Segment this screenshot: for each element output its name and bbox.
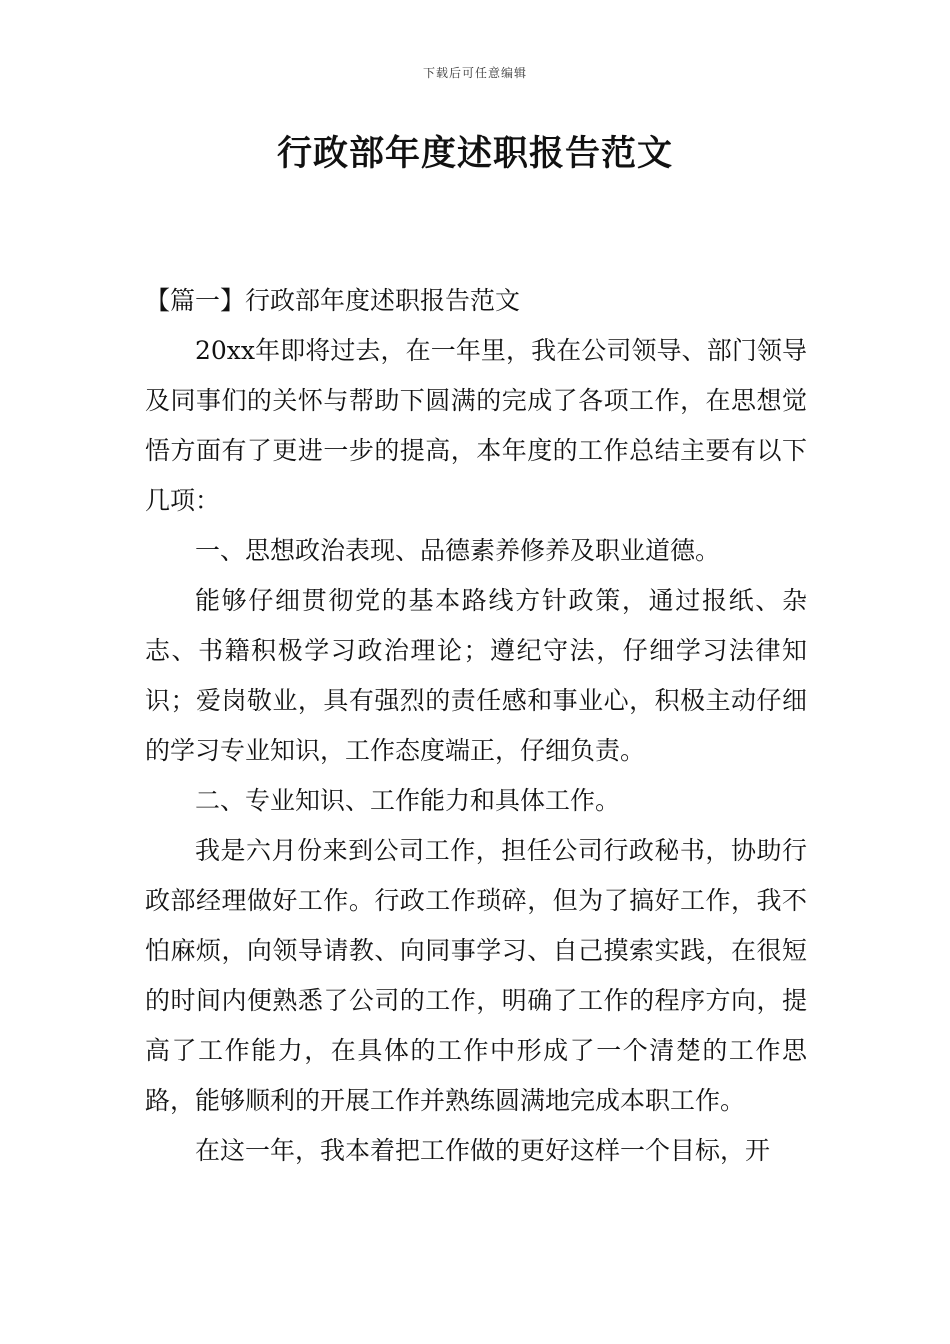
header-note: 下载后可任意编辑 (422, 66, 527, 80)
document-body (145, 276, 807, 1176)
document-title: 行政部年度述职报告范文 (276, 134, 673, 174)
paragraph-intro: 20xx年即将过去，在一年里，我在公司领导、部门领导及同事们的关怀与帮助下圆满的完成了各项工作，在思想觉悟方面有了更进一步的提高，本年度的工作总结主要有以下几项： (145, 336, 807, 515)
heading-2: 二、专业知识、工作能力和具体工作。 (195, 786, 621, 815)
paragraph-goal: 在这一年，我本着把工作做的更好这样一个目标，开 (195, 1136, 771, 1165)
section-label: 【篇一】行政部年度述职报告范文 (145, 286, 521, 315)
paragraph-work: 我是六月份来到公司工作，担任公司行政秘书，协助行政部经理做好工作。行政工作琐碎，但为了搞好工作，我不怕麻烦，向领导请教、向同事学习、自己摸索实践，在很短的时间内便熟悉了公司的工作，明确了工作的程序方向，提高了工作能力，在具体的工作中形成了一个清楚的工作思路，能够顺利的开展工作并熟练圆满地完成本职工作。 (145, 836, 807, 1115)
heading-1: 一、思想政治表现、品德素养修养及职业道德。 (195, 536, 721, 565)
paragraph-ethics: 能够仔细贯彻党的基本路线方针政策，通过报纸、杂志、书籍积极学习政治理论；遵纪守法，仔细学习法律知识；爱岗敬业，具有强烈的责任感和事业心，积极主动仔细的学习专业知识，工作态度端正，仔细负责。 (145, 586, 807, 765)
